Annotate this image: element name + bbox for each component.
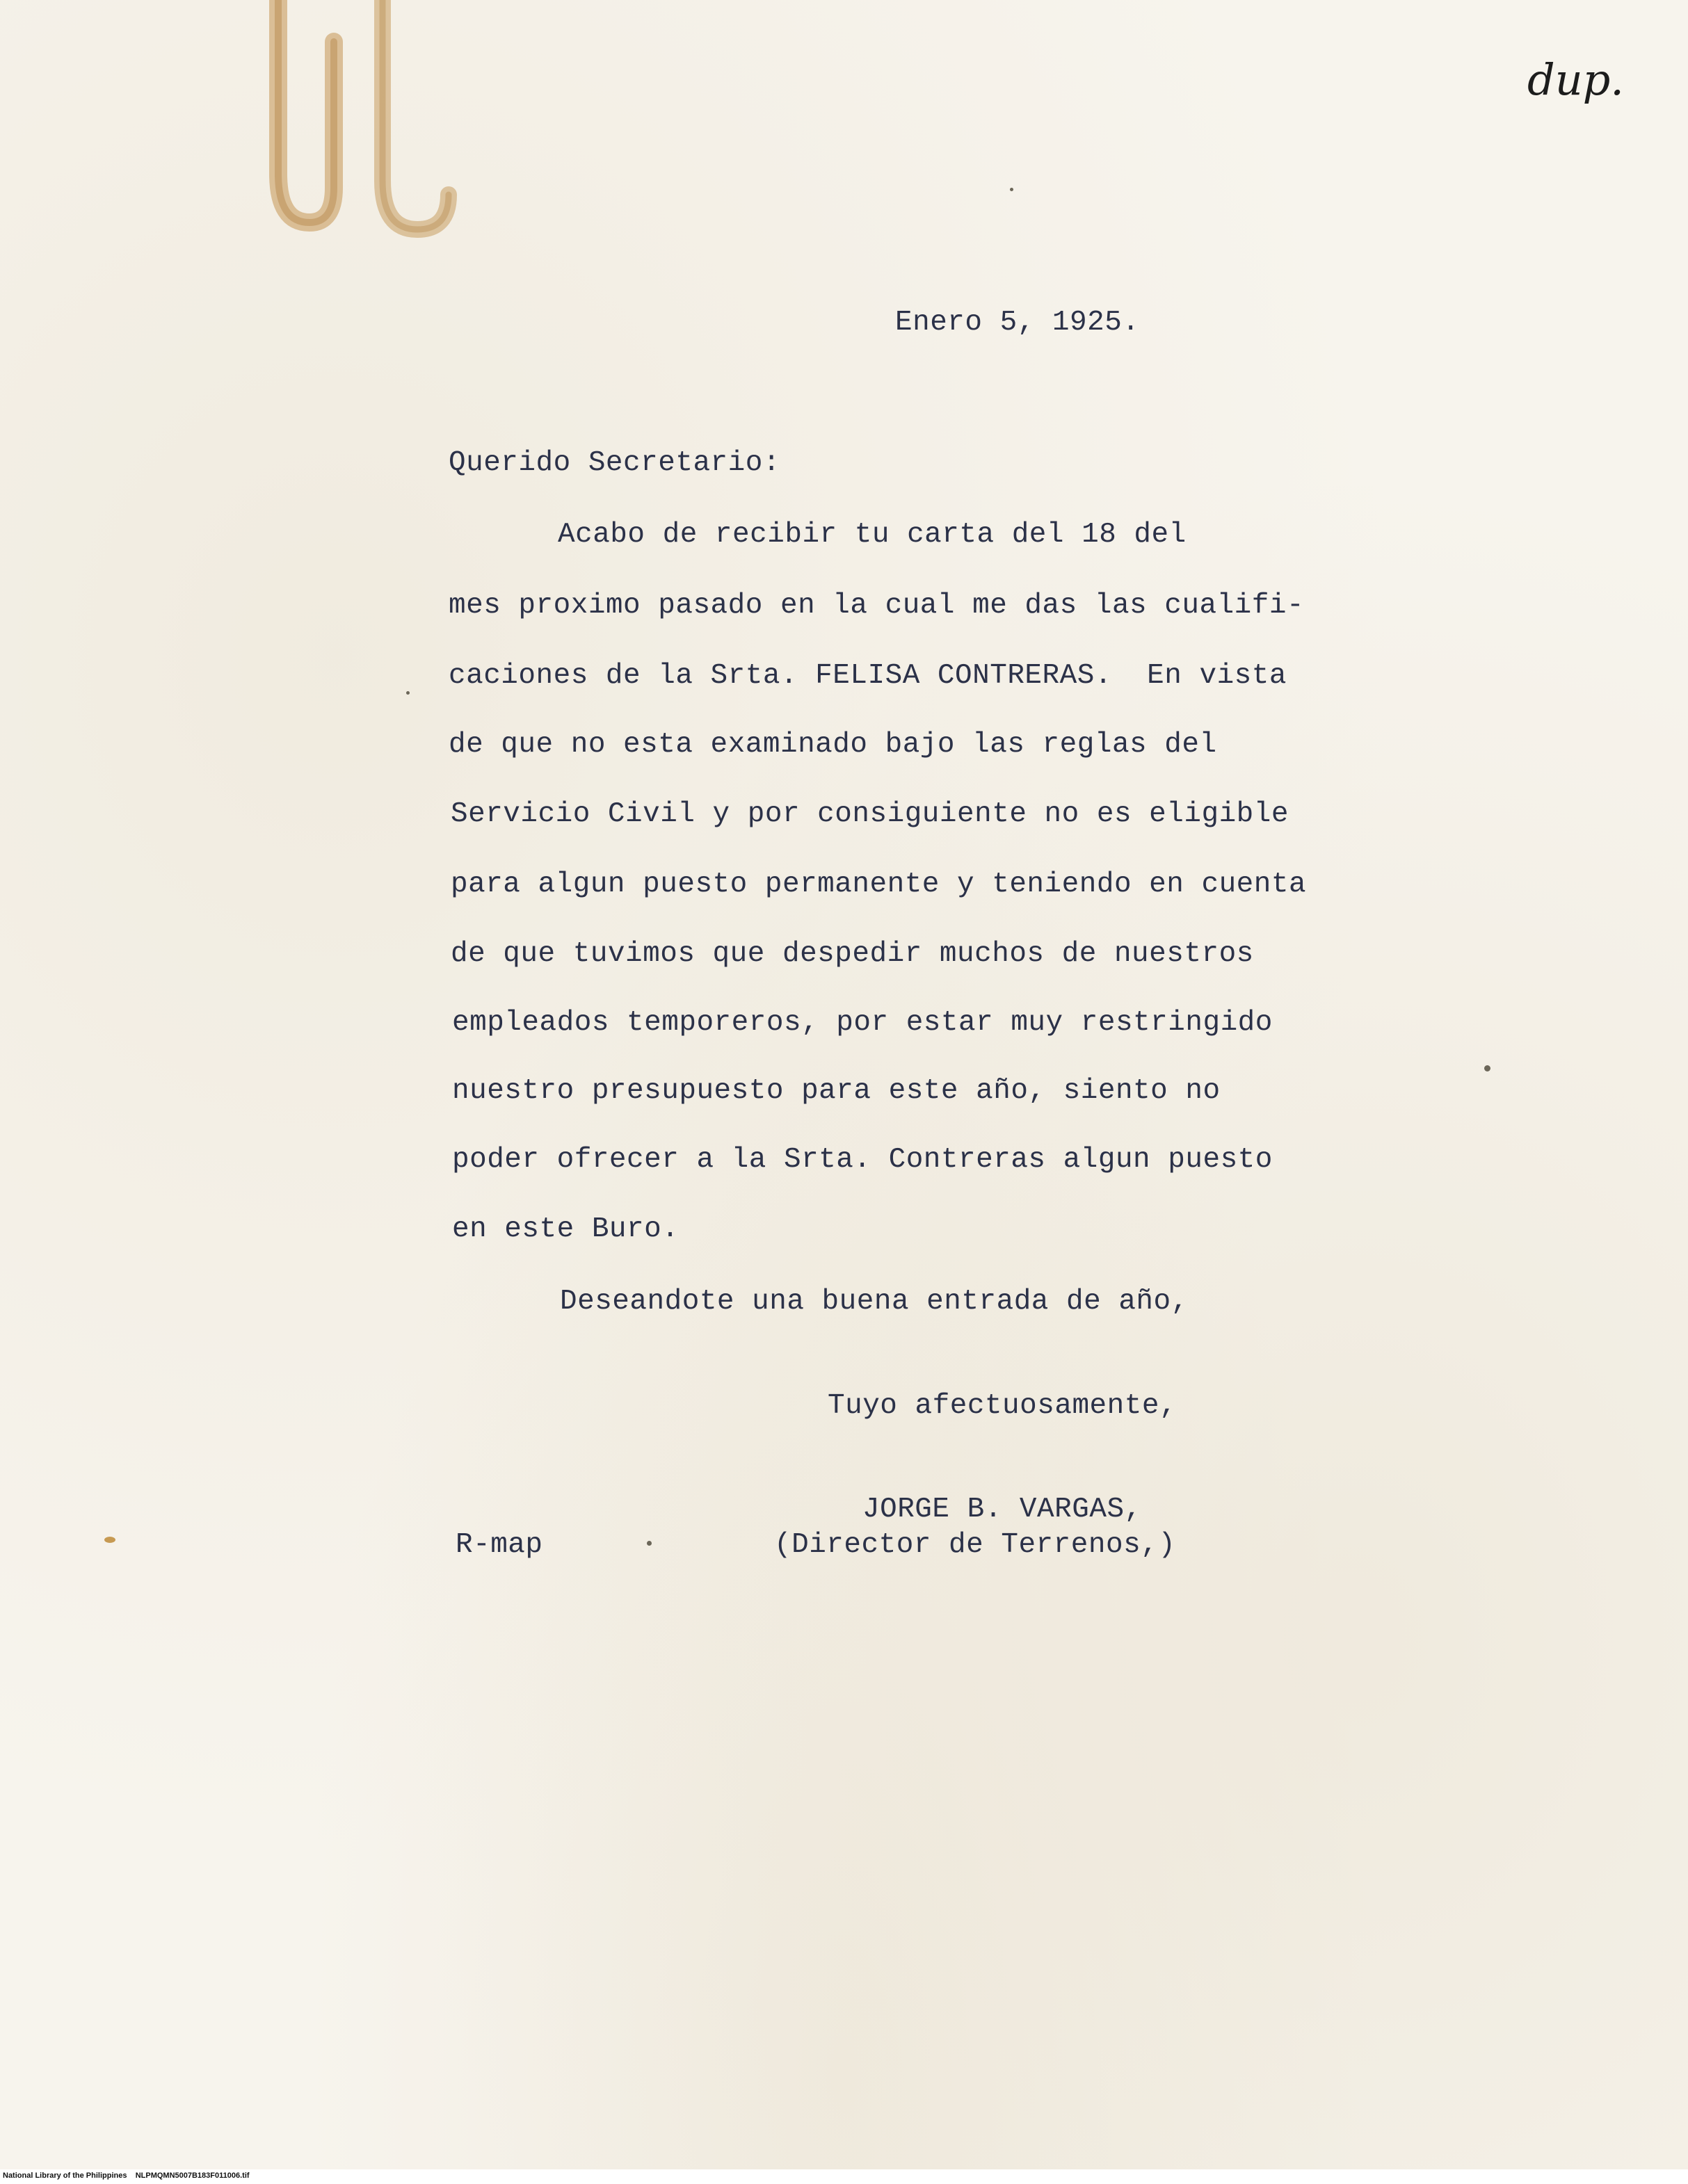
letter-date: Enero 5, 1925. — [895, 307, 1140, 339]
body-line: Servicio Civil y por consiguiente no es eligible — [451, 798, 1289, 830]
body-line: mes proximo pasado en la cual me das las cualifi- — [449, 590, 1305, 622]
body-line: poder ofrecer a la Srta. Contreras algun puesto — [452, 1144, 1273, 1176]
paper-clip-rust-stain — [250, 0, 473, 250]
body-line: caciones de la Srta. FELISA CONTRERAS. En vista — [449, 660, 1287, 692]
paper-speck — [104, 1537, 115, 1543]
body-line: empleados temporeros, por estar muy restringido — [452, 1007, 1273, 1039]
paper-speck — [406, 691, 410, 695]
reference-initials: R-map — [456, 1529, 543, 1561]
paper-speck — [1010, 188, 1013, 191]
signer-title: (Director de Terrenos,) — [774, 1529, 1176, 1561]
body-line: nuestro presupuesto para este año, siento no — [452, 1075, 1221, 1107]
body-line: de que no esta examinado bajo las reglas del — [449, 729, 1217, 761]
body-line: Acabo de recibir tu carta del 18 del — [558, 519, 1187, 551]
body-line: de que tuvimos que despedir muchos de nuestros — [451, 938, 1254, 970]
closing-wish: Deseandote una buena entrada de año, — [560, 1286, 1189, 1318]
signer-name: JORGE B. VARGAS, — [862, 1494, 1142, 1526]
body-line: en este Buro. — [452, 1213, 680, 1245]
body-line: para algun puesto permanente y teniendo en cuenta — [451, 868, 1307, 900]
paper-speck — [647, 1541, 652, 1546]
archive-footer-label: National Library of the Philippines NLPMQMN5007B183F011006.tif — [3, 2171, 250, 2180]
handwritten-annotation: dup. — [1527, 54, 1625, 105]
paper-speck — [1484, 1065, 1490, 1071]
archive-footer-strip — [0, 2169, 1688, 2184]
complimentary-close: Tuyo afectuosamente, — [828, 1390, 1177, 1422]
salutation: Querido Secretario: — [449, 447, 780, 479]
